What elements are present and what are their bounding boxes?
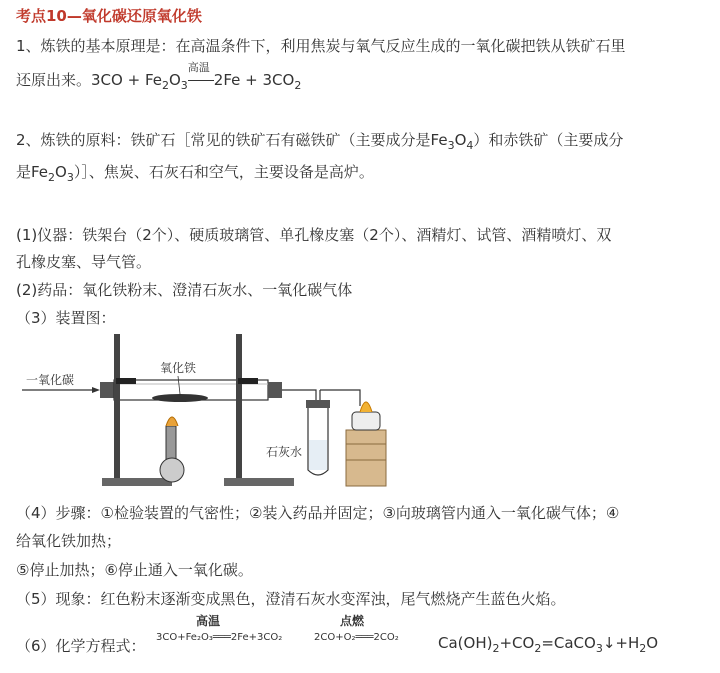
- stand-base-1: [102, 478, 172, 486]
- steps-line-2: 给氧化铁加热；: [16, 532, 122, 550]
- materials-line-1: 2、炼铁的原料：铁矿石［常见的铁矿石有磁铁矿（主要成分是$Fe_3O_4$）和赤铁矿（主要成分: [16, 131, 624, 152]
- fe2o3-label: 氧化铁: [160, 361, 197, 375]
- phenomenon-line: （5）现象：红色粉末逐渐变成黑色，澄清石灰水变浑浊，尾气燃烧产生蓝色火焰。: [16, 590, 566, 608]
- blowtorch-flame: [166, 417, 178, 426]
- arrow-head-icon: [92, 387, 100, 393]
- steps-line-3: ⑤停止加热；⑥停止通入一氧化碳。: [16, 561, 253, 579]
- clamp-2: [238, 378, 258, 384]
- test-tube-stopper: [306, 400, 330, 408]
- co-label: 一氧化碳: [26, 373, 75, 387]
- equation-3: $Ca(OH)_2+CO_2=CaCO_3↓+H_2O$: [438, 634, 659, 655]
- blowtorch-body: [160, 458, 184, 482]
- principle-equation: $3CO + Fe_2O_3$ 高温 $2Fe + 3CO_2$: [91, 71, 301, 89]
- condition-high-temp: 高温: [187, 61, 210, 74]
- fe2o3-powder: [152, 394, 208, 402]
- diagram-title: （3）装置图：: [16, 309, 116, 327]
- principle-line-1: 1、炼铁的基本原理是：在高温条件下，利用焦炭与氧气反应生成的一氧化碳把铁从铁矿石里: [16, 37, 626, 55]
- limewater-label: 石灰水: [266, 445, 303, 459]
- section-title: 考点10—氧化碳还原氧化铁: [16, 7, 202, 25]
- materials-line-2: 是$Fe_2O_3)]$、焦炭、石灰石和空气，主要设备是高炉。: [16, 163, 374, 184]
- equation-1: 3CO+Fe₂O₃═══2Fe+3CO₂: [156, 632, 283, 643]
- lamp-flame: [360, 402, 372, 412]
- equation-label: （6）化学方程式：: [16, 637, 146, 655]
- stand-base-2: [224, 478, 294, 486]
- equation-2: 2CO+O₂═══2CO₂: [314, 632, 399, 643]
- limewater-liquid: [309, 440, 327, 470]
- outlet-stopper: [268, 382, 282, 398]
- wooden-block: [346, 430, 386, 486]
- inlet-stopper: [100, 382, 114, 398]
- iron-stand-1: [114, 334, 120, 482]
- iron-stand-2: [236, 334, 242, 482]
- apparatus-diagram: [20, 330, 410, 490]
- eq2-condition: 点燃: [340, 614, 365, 628]
- principle-line-2: [16, 61, 302, 92]
- clamp-1: [116, 378, 136, 384]
- instruments-line-2: 孔橡皮塞、导气管。: [16, 253, 152, 271]
- eq1-condition: 高温: [196, 614, 221, 628]
- principle-text: 还原出来。: [16, 71, 92, 89]
- drugs-line: (2)药品：氧化铁粉末、澄清石灰水、一氧化碳气体: [16, 281, 353, 299]
- steps-line-1: （4）步骤：①检验装置的气密性；②装入药品并固定；③向玻璃管内通入一氧化碳气体；④: [16, 504, 620, 522]
- instruments-line-1: (1)仪器：铁架台（2个）、硬质玻璃管、单孔橡皮塞（2个）、酒精灯、试管、酒精喷灯、双: [16, 226, 612, 244]
- alcohol-lamp: [352, 412, 380, 430]
